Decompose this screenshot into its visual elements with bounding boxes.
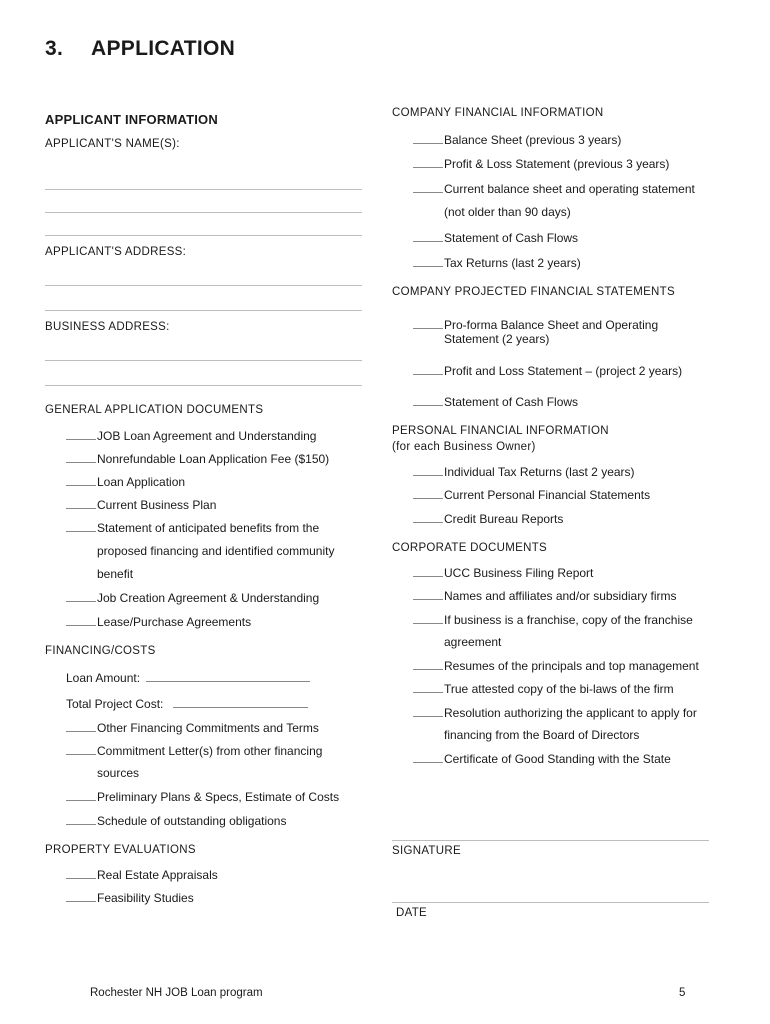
checklist-item[interactable]: If business is a franchise, copy of the franchise xyxy=(413,612,693,627)
checklist-item-continuation: sources xyxy=(97,766,140,780)
total-cost-label: Total Project Cost: xyxy=(66,697,164,711)
check-blank[interactable] xyxy=(413,658,443,670)
applicant-names-label: APPLICANT'S NAME(S): xyxy=(45,138,180,150)
check-blank[interactable] xyxy=(66,520,96,532)
checklist-item[interactable]: Statement of Cash Flows xyxy=(413,394,578,409)
footer-program: Rochester NH JOB Loan program xyxy=(90,987,263,999)
property-heading: PROPERTY EVALUATIONS xyxy=(45,844,196,856)
checklist-item[interactable]: True attested copy of the bi-laws of the firm xyxy=(413,681,674,696)
business-address-line-1[interactable] xyxy=(45,360,362,361)
check-blank[interactable] xyxy=(413,565,443,577)
check-blank[interactable] xyxy=(413,681,443,693)
check-blank[interactable] xyxy=(66,497,96,509)
check-blank[interactable] xyxy=(66,614,96,626)
loan-amount-field[interactable] xyxy=(146,670,310,682)
date-line[interactable] xyxy=(392,902,709,903)
checklist-item[interactable]: Tax Returns (last 2 years) xyxy=(413,255,581,270)
checklist-item[interactable]: JOB Loan Agreement and Understanding xyxy=(66,428,316,443)
total-cost-field[interactable] xyxy=(173,696,308,708)
check-blank[interactable] xyxy=(66,474,96,486)
checklist-item[interactable]: Nonrefundable Loan Application Fee ($150) xyxy=(66,451,329,466)
checklist-item[interactable]: UCC Business Filing Report xyxy=(413,565,593,580)
checklist-item[interactable]: Resumes of the principals and top management xyxy=(413,658,699,673)
checklist-item[interactable]: Names and affiliates and/or subsidiary firms xyxy=(413,588,677,603)
checklist-item[interactable]: Loan Application xyxy=(66,474,185,489)
checklist-item[interactable]: Credit Bureau Reports xyxy=(413,511,563,526)
check-blank[interactable] xyxy=(413,705,443,717)
personal-subheading: (for each Business Owner) xyxy=(392,441,536,453)
section-title: APPLICATION xyxy=(91,37,236,60)
checklist-item-continuation: Statement (2 years) xyxy=(444,332,550,346)
check-blank[interactable] xyxy=(413,511,443,523)
checklist-item-continuation: proposed financing and identified community xyxy=(97,544,335,558)
checklist-item[interactable]: Preliminary Plans & Specs, Estimate of Costs xyxy=(66,789,339,804)
checklist-item[interactable]: Schedule of outstanding obligations xyxy=(66,813,286,828)
signature-label: SIGNATURE xyxy=(392,845,461,857)
check-blank[interactable] xyxy=(66,428,96,440)
checklist-item[interactable]: Statement of anticipated benefits from the xyxy=(66,520,319,535)
projected-heading: COMPANY PROJECTED FINANCIAL STATEMENTS xyxy=(392,286,675,298)
checklist-item[interactable]: Profit & Loss Statement (previous 3 years) xyxy=(413,156,669,171)
checklist-item-continuation: agreement xyxy=(444,635,502,649)
checklist-item-continuation: benefit xyxy=(97,567,134,581)
check-blank[interactable] xyxy=(66,743,96,755)
checklist-item[interactable]: Current balance sheet and operating statement xyxy=(413,181,695,196)
name-line-3[interactable] xyxy=(45,235,362,236)
name-line-1[interactable] xyxy=(45,189,362,190)
business-address-line-2[interactable] xyxy=(45,385,362,386)
checklist-item[interactable]: Lease/Purchase Agreements xyxy=(66,614,251,629)
address-line-2[interactable] xyxy=(45,310,362,311)
section-number: 3. xyxy=(45,37,64,60)
check-blank[interactable] xyxy=(66,813,96,825)
name-line-2[interactable] xyxy=(45,212,362,213)
check-blank[interactable] xyxy=(413,181,443,193)
signature-line[interactable] xyxy=(392,840,709,841)
personal-heading: PERSONAL FINANCIAL INFORMATION xyxy=(392,425,609,437)
checklist-item[interactable]: Commitment Letter(s) from other financing xyxy=(66,743,322,758)
company-financial-heading: COMPANY FINANCIAL INFORMATION xyxy=(392,107,604,119)
page-title xyxy=(45,37,235,61)
applicant-address-label: APPLICANT'S ADDRESS: xyxy=(45,246,187,258)
check-blank[interactable] xyxy=(66,590,96,602)
check-blank[interactable] xyxy=(66,720,96,732)
checklist-item[interactable]: Feasibility Studies xyxy=(66,890,194,905)
check-blank[interactable] xyxy=(413,255,443,267)
general-docs-heading: GENERAL APPLICATION DOCUMENTS xyxy=(45,404,264,416)
date-label: DATE xyxy=(396,907,428,919)
checklist-item-continuation: (not older than 90 days) xyxy=(444,205,571,219)
total-cost-row xyxy=(66,696,308,711)
checklist-item[interactable]: Statement of Cash Flows xyxy=(413,230,578,245)
checklist-item[interactable]: Pro-forma Balance Sheet and Operating xyxy=(413,317,658,332)
checklist-item[interactable]: Current Personal Financial Statements xyxy=(413,487,650,502)
check-blank[interactable] xyxy=(66,451,96,463)
checklist-item[interactable]: Individual Tax Returns (last 2 years) xyxy=(413,464,635,479)
checklist-item[interactable]: Certificate of Good Standing with the State xyxy=(413,751,671,766)
check-blank[interactable] xyxy=(413,612,443,624)
checklist-item[interactable]: Resolution authorizing the applicant to apply for xyxy=(413,705,697,720)
check-blank[interactable] xyxy=(66,890,96,902)
page-number: 5 xyxy=(679,987,686,999)
checklist-item[interactable]: Current Business Plan xyxy=(66,497,216,512)
check-blank[interactable] xyxy=(413,230,443,242)
corporate-heading: CORPORATE DOCUMENTS xyxy=(392,542,547,554)
checklist-item-continuation: financing from the Board of Directors xyxy=(444,728,640,742)
check-blank[interactable] xyxy=(413,464,443,476)
check-blank[interactable] xyxy=(413,487,443,499)
checklist-item[interactable]: Real Estate Appraisals xyxy=(66,867,218,882)
address-line-1[interactable] xyxy=(45,285,362,286)
checklist-item[interactable]: Profit and Loss Statement – (project 2 years) xyxy=(413,363,682,378)
financing-heading: FINANCING/COSTS xyxy=(45,645,156,657)
loan-amount-row xyxy=(66,670,310,685)
check-blank[interactable] xyxy=(413,363,443,375)
applicant-info-heading: APPLICANT INFORMATION xyxy=(45,112,218,127)
check-blank[interactable] xyxy=(66,789,96,801)
check-blank[interactable] xyxy=(413,156,443,168)
checklist-item[interactable]: Balance Sheet (previous 3 years) xyxy=(413,132,621,147)
loan-amount-label: Loan Amount: xyxy=(66,671,141,685)
check-blank[interactable] xyxy=(413,394,443,406)
checklist-item[interactable]: Other Financing Commitments and Terms xyxy=(66,720,319,735)
checklist-item[interactable]: Job Creation Agreement & Understanding xyxy=(66,590,319,605)
check-blank[interactable] xyxy=(413,751,443,763)
check-blank[interactable] xyxy=(413,588,443,600)
check-blank[interactable] xyxy=(66,867,96,879)
check-blank[interactable] xyxy=(413,132,443,144)
check-blank[interactable] xyxy=(413,317,443,329)
business-address-label: BUSINESS ADDRESS: xyxy=(45,321,170,333)
